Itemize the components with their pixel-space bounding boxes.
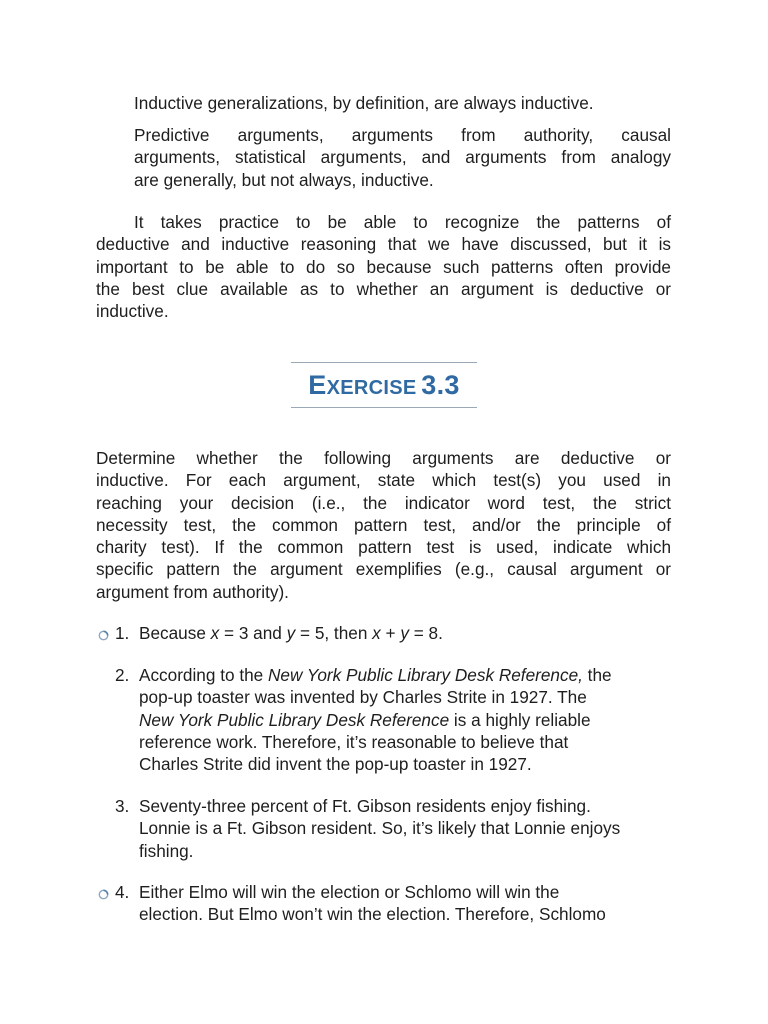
note-inductive-generalizations: Inductive generalizations, by definition, are always inductive. [134, 93, 594, 113]
item-2-text: According to the New York Public Library Desk Reference, the pop-up toaster was invented by Charles Strite in 1927. The New York Public Library Desk Reference is a highly reliable reference work. Therefore, it’s reasonable to believe that Charles Strite did invent the pop-up toaster in 1927. [139, 665, 612, 775]
book-title: New York Public Library Desk Reference [139, 709, 450, 730]
item-4-text: Either Elmo will win the election or Schlomo will win the election. But Elmo won’t win the election. Therefore, Schlomo [139, 882, 606, 925]
exercise-heading-word: XERCISE [326, 377, 417, 399]
exercise-heading-number: 3.3 [421, 370, 460, 400]
item-3-number: 3. [115, 796, 130, 816]
item-2-number: 2. [115, 665, 130, 685]
answer-marker-icon [98, 630, 109, 641]
item-1-number: 1. [115, 623, 130, 643]
intro-paragraph: It takes practice to be able to recognize the patterns of deductive and inductive reasoning that we have discussed, but it is important to be able to do so because such patterns often provide the best clue available as to whether an argument is deductive or inductive. [96, 212, 671, 322]
exercise-heading-initial: E [308, 370, 327, 400]
note-predictive-arguments: Predictive arguments, arguments from authority, causal arguments, statistical arguments, and arguments from analogy are generally, but not always, inductive. [134, 125, 671, 190]
book-title: New York Public Library Desk Reference, [267, 665, 583, 685]
item-4-number: 4. [115, 882, 130, 902]
exercise-instructions: Determine whether the following arguments are deductive or inductive. For each argument, state which test(s) you used in reaching your decision (i.e., the indicator word test, the strict necessity test, the common pattern test, and/or the principle of charity test). If the common pattern test is used, indicate which specific pattern the argument exemplifies (e.g., causal argument or argument from authority). [96, 448, 671, 602]
item-1-text: Because x = 3 and y = 5, then x + y = 8. [139, 623, 443, 643]
exercise-heading [291, 362, 477, 408]
answer-marker-icon [98, 889, 109, 900]
item-3-text: Seventy-three percent of Ft. Gibson residents enjoy fishing. Lonnie is a Ft. Gibson resident. So, it’s likely that Lonnie enjoys fishing. [139, 796, 621, 861]
